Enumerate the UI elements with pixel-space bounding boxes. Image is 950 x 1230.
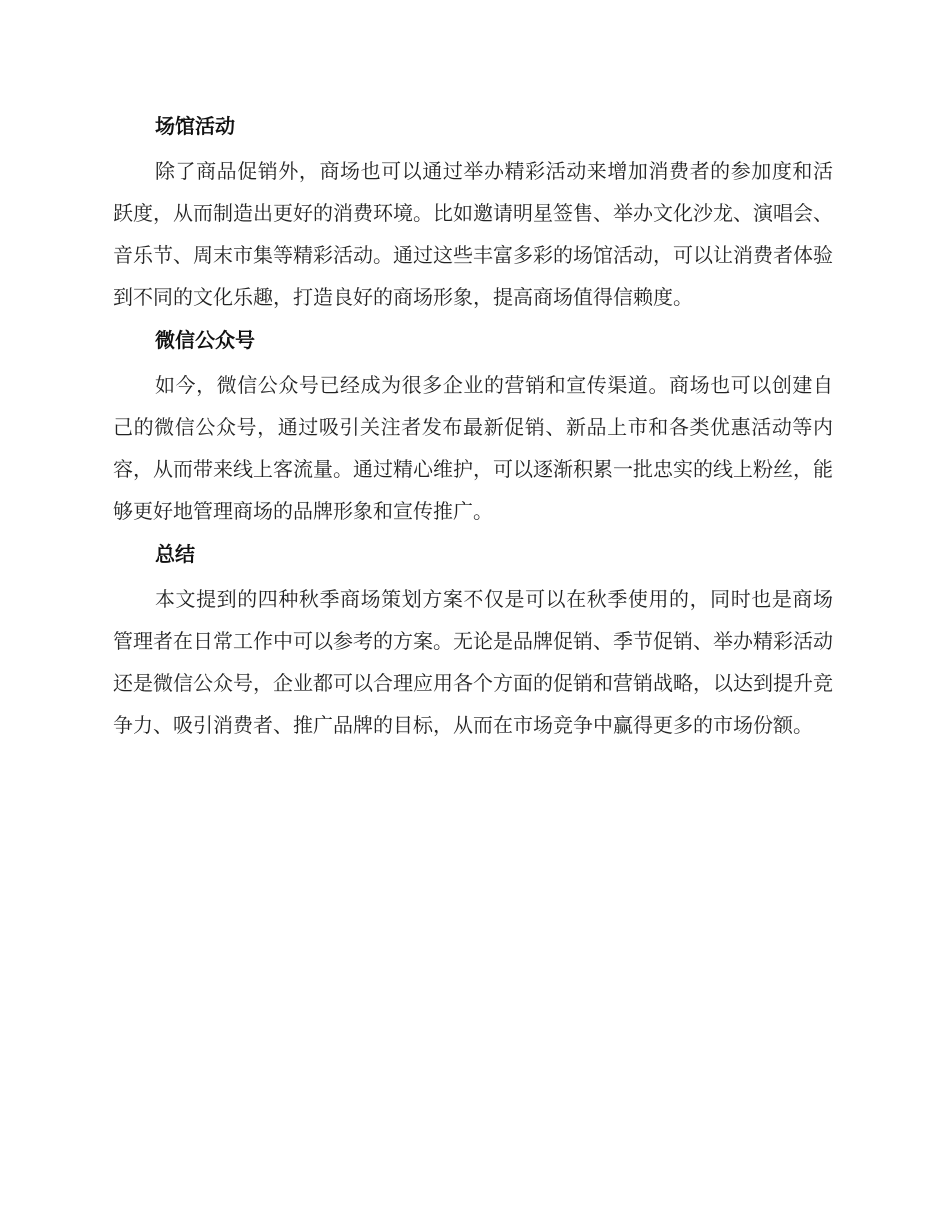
section-heading: 场馆活动 <box>155 114 235 138</box>
section-venue-activities <box>113 108 833 318</box>
section-heading: 总结 <box>155 542 195 566</box>
section-paragraph: 本文提到的四种秋季商场策划方案不仅是可以在秋季使用的，同时也是商场管理者在日常工作中可以参考的方案。无论是品牌促销、季节促销、举办精彩活动还是微信公众号，企业都可以合理应用各个方面的促销和营销战略，以达到提升竞争力、吸引消费者、推广品牌的目标，从而在市场竞争中赢得更多的市场份额。 <box>113 587 833 737</box>
section-paragraph: 如今，微信公众号已经成为很多企业的营销和宣传渠道。商场也可以创建自己的微信公众号，通过吸引关注者发布最新促销、新品上市和各类优惠活动等内容，从而带来线上客流量。通过精心维护，可以逐渐积累一批忠实的线上粉丝，能够更好地管理商场的品牌形象和宣传推广。 <box>113 373 833 523</box>
section-heading: 微信公众号 <box>155 328 255 352</box>
document-body <box>113 108 833 750</box>
section-wechat-official-account <box>113 322 833 532</box>
section-paragraph: 除了商品促销外，商场也可以通过举办精彩活动来增加消费者的参加度和活跃度，从而制造出更好的消费环境。比如邀请明星签售、举办文化沙龙、演唱会、音乐节、周末市集等精彩活动。通过这些丰富多彩的场馆活动，可以让消费者体验到不同的文化乐趣，打造良好的商场形象，提高商场值得信赖度。 <box>113 159 833 309</box>
section-summary <box>113 536 833 746</box>
